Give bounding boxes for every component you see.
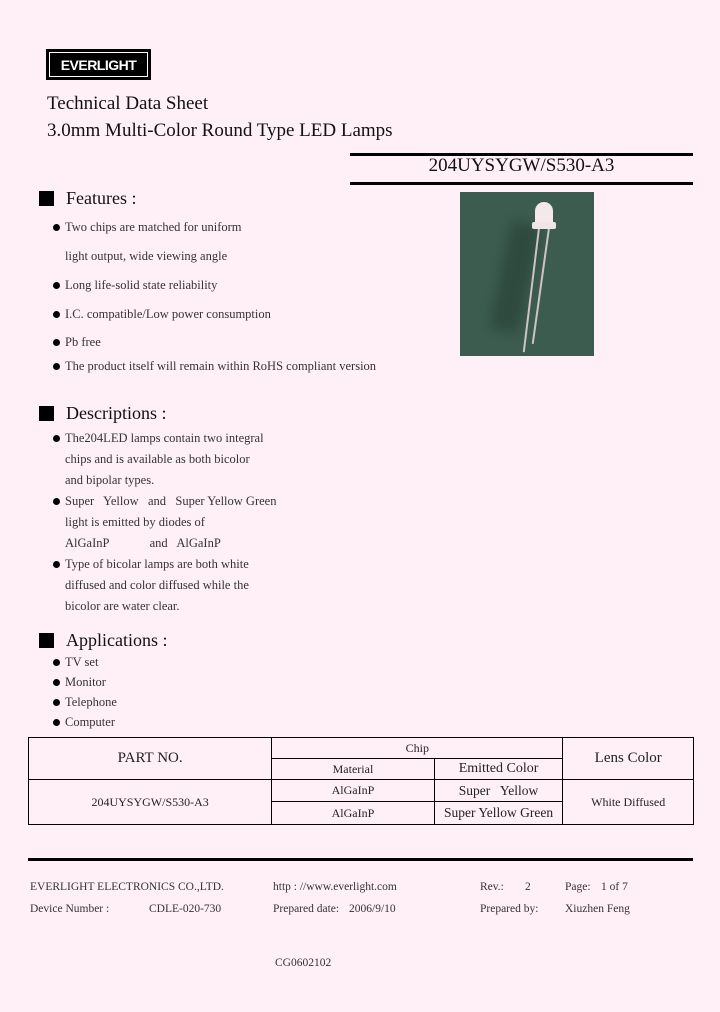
page-label: Page: — [565, 881, 591, 893]
part-spec-table — [28, 737, 694, 825]
bullet-icon — [53, 659, 60, 666]
company-url[interactable]: http : //www.everlight.com — [273, 881, 397, 893]
cell-emitted-color: Super Yellow Green — [434, 802, 563, 825]
cell-material: AlGaInP — [272, 780, 434, 802]
features-heading — [39, 188, 136, 209]
cell-emitted-color: Super Yellow — [434, 780, 563, 802]
section-square-icon — [39, 406, 54, 421]
part-number-bottom-rule — [350, 182, 693, 185]
description-item-1-cont: and bipolar types. — [65, 473, 155, 487]
description-item-1: The204LED lamps contain two integral — [53, 431, 264, 446]
doc-title: Technical Data Sheet — [47, 93, 209, 114]
application-item: Computer — [53, 715, 115, 730]
doc-subtitle: 3.0mm Multi-Color Round Type LED Lamps — [47, 120, 393, 141]
header-lens-color: Lens Color — [563, 738, 694, 780]
feature-item-1-cont: light output, wide viewing angle — [65, 249, 228, 263]
feature-item-3: I.C. compatible/Low power consumption — [53, 307, 271, 322]
bullet-icon — [53, 498, 60, 505]
bullet-icon — [53, 699, 60, 706]
descriptions-heading — [39, 403, 167, 424]
rev-label: Rev.: — [480, 881, 504, 893]
bullet-icon — [53, 311, 60, 318]
bullet-icon — [53, 282, 60, 289]
application-item: TV set — [53, 655, 98, 670]
section-square-icon — [39, 633, 54, 648]
applications-heading — [39, 630, 168, 651]
logo-text: EVERLIGHT — [49, 52, 148, 77]
cell-lens-color: White Diffused — [563, 780, 694, 825]
feature-item-1: Two chips are matched for uniform — [53, 220, 242, 235]
header-chip: Chip — [272, 738, 563, 759]
description-item-3-cont: diffused and color diffused while the — [65, 578, 249, 592]
feature-item-2: Long life-solid state reliability — [53, 278, 217, 293]
company-name: EVERLIGHT ELECTRONICS CO.,LTD. — [30, 881, 224, 893]
bullet-icon — [53, 719, 60, 726]
cell-part-number: 204UYSYGW/S530-A3 — [29, 780, 272, 825]
features-heading-text: Features : — [66, 188, 137, 208]
prepared-date-label: Prepared date: — [273, 903, 340, 915]
descriptions-heading-text: Descriptions : — [66, 403, 167, 423]
applications-heading-text: Applications : — [66, 630, 168, 650]
header-emitted-color: Emitted Color — [434, 759, 563, 780]
description-item-2: Super Yellow and Super Yellow Green — [53, 494, 276, 509]
document-code: CG0602102 — [275, 957, 332, 969]
device-number-label: Device Number : — [30, 903, 110, 915]
header-part-no: PART NO. — [29, 738, 272, 780]
led-product-photo — [460, 192, 594, 356]
bullet-icon — [53, 679, 60, 686]
device-number-value: CDLE-020-730 — [149, 903, 222, 915]
bullet-icon — [53, 363, 60, 370]
prepared-date-value: 2006/9/10 — [349, 903, 396, 915]
section-square-icon — [39, 191, 54, 206]
rev-value: 2 — [525, 881, 531, 893]
description-item-1-cont: chips and is available as both bicolor — [65, 452, 250, 466]
cell-material: AlGaInP — [272, 802, 434, 825]
part-number-heading: 204UYSYGW/S530-A3 — [428, 155, 615, 176]
prepared-by-value: Xiuzhen Feng — [565, 903, 630, 915]
everlight-logo — [46, 49, 151, 80]
description-item-2-cont: AlGaInP and AlGaInP — [65, 536, 221, 550]
header-material: Material — [272, 759, 434, 780]
feature-item-4: Pb free — [53, 335, 101, 350]
description-item-2-cont: light is emitted by diodes of — [65, 515, 205, 529]
page-value: 1 of 7 — [601, 881, 628, 893]
prepared-by-label: Prepared by: — [480, 903, 539, 915]
footer-rule — [28, 858, 693, 861]
led-rim — [532, 222, 556, 229]
application-item: Monitor — [53, 675, 106, 690]
bullet-icon — [53, 224, 60, 231]
description-item-3: Type of bicolar lamps are both white — [53, 557, 249, 572]
application-item: Telephone — [53, 695, 117, 710]
feature-item-5: The product itself will remain within RoHS compliant version — [53, 359, 376, 374]
bullet-icon — [53, 435, 60, 442]
bullet-icon — [53, 561, 60, 568]
bullet-icon — [53, 339, 60, 346]
description-item-3-cont: bicolor are water clear. — [65, 599, 180, 613]
